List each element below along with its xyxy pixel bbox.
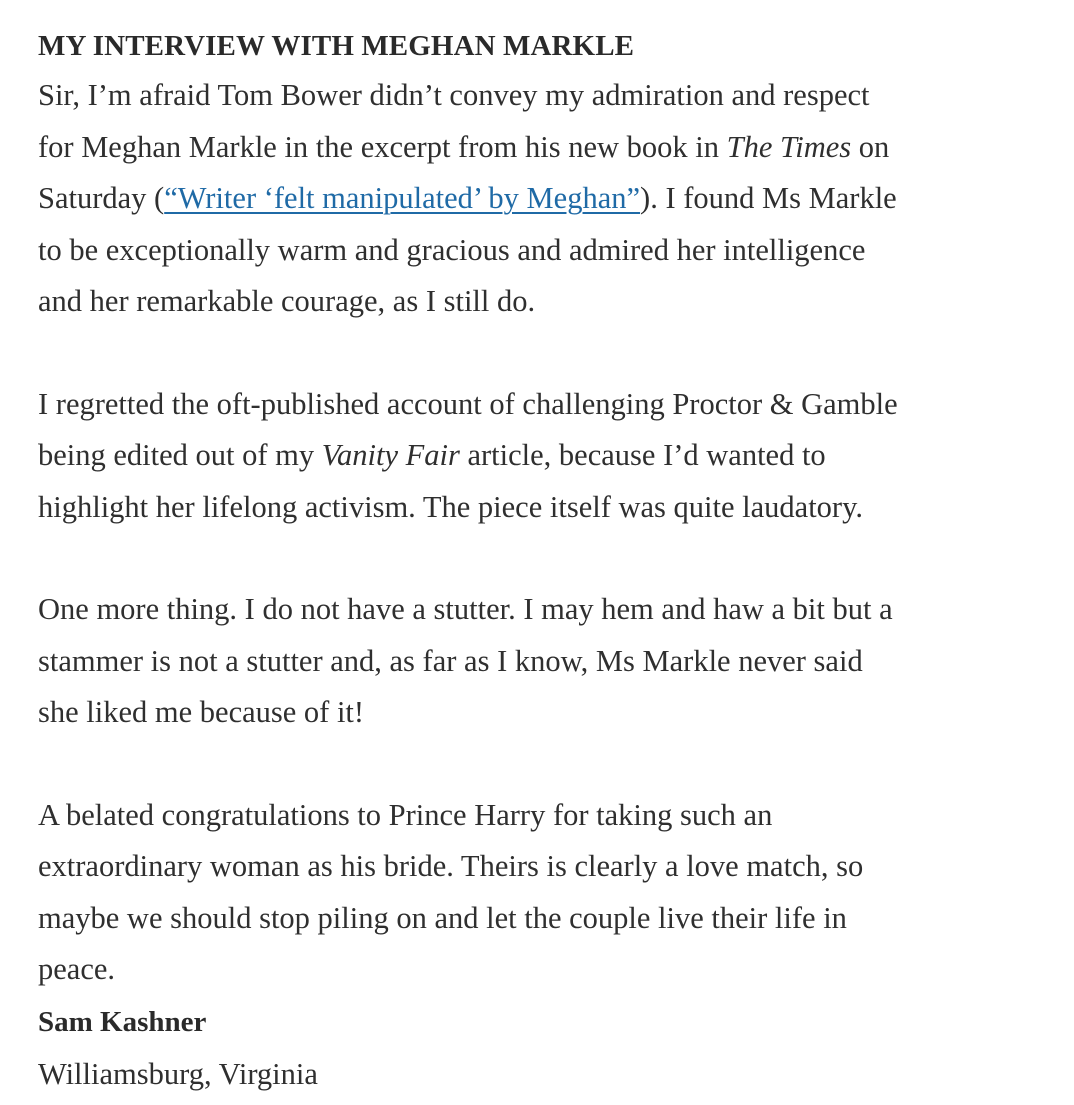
paragraph-line: and her remarkable courage, as I still do. xyxy=(38,284,536,318)
publication-title: Vanity Fair xyxy=(321,438,460,472)
paragraph-line: extraordinary woman as his bride. Theirs is clearly a love match, so xyxy=(38,849,864,883)
paragraph-line: she liked me because of it! xyxy=(38,695,365,729)
paragraph-line: One more thing. I do not have a stutter. I may hem and haw a bit but a xyxy=(38,592,893,626)
text-segment: Saturday ( xyxy=(38,181,165,215)
signature-name: Sam Kashner xyxy=(38,1005,207,1038)
paragraph-line: Sir, I’m afraid Tom Bower didn’t convey my admiration and respect xyxy=(38,78,870,112)
paragraph-1 xyxy=(38,70,1048,328)
text-segment: on xyxy=(851,129,890,164)
paragraph-line: maybe we should stop piling on and let the couple live their life in xyxy=(38,900,847,935)
text-segment: article, because I’d wanted to xyxy=(459,438,826,472)
paragraph-line: I regretted the oft-published account of challenging Proctor & Gamble xyxy=(38,386,898,421)
paragraph-3 xyxy=(38,584,1048,739)
paragraph-line: stammer is not a stutter and, as far as I know, Ms Markle never said xyxy=(38,643,863,678)
text-segment: for Meghan Markle in the excerpt from his new book in xyxy=(38,129,727,164)
publication-title: The Times xyxy=(726,129,852,164)
article-link[interactable]: “Writer ‘felt manipulated’ by Meghan” xyxy=(164,181,641,215)
letter xyxy=(38,22,1048,1100)
paragraph-line: peace. xyxy=(38,952,116,986)
paragraph-4 xyxy=(38,790,1048,996)
text-segment: ). I found Ms Markle xyxy=(640,181,897,215)
letter-headline: MY INTERVIEW WITH MEGHAN MARKLE xyxy=(38,30,635,62)
paragraph-line: to be exceptionally warm and gracious and admired her intelligence xyxy=(38,232,866,267)
text-segment: being edited out of my xyxy=(38,438,322,472)
paragraph-2 xyxy=(38,379,1048,534)
paragraph-line xyxy=(38,430,1048,482)
paragraph-line: A belated congratulations to Prince Harry for taking such an xyxy=(38,797,773,832)
signature-place: Williamsburg, Virginia xyxy=(38,1056,318,1091)
paragraph-line: highlight her lifelong activism. The piece itself was quite laudatory. xyxy=(38,489,863,524)
paragraph-line xyxy=(38,122,1048,174)
paragraph-line xyxy=(38,173,1048,225)
